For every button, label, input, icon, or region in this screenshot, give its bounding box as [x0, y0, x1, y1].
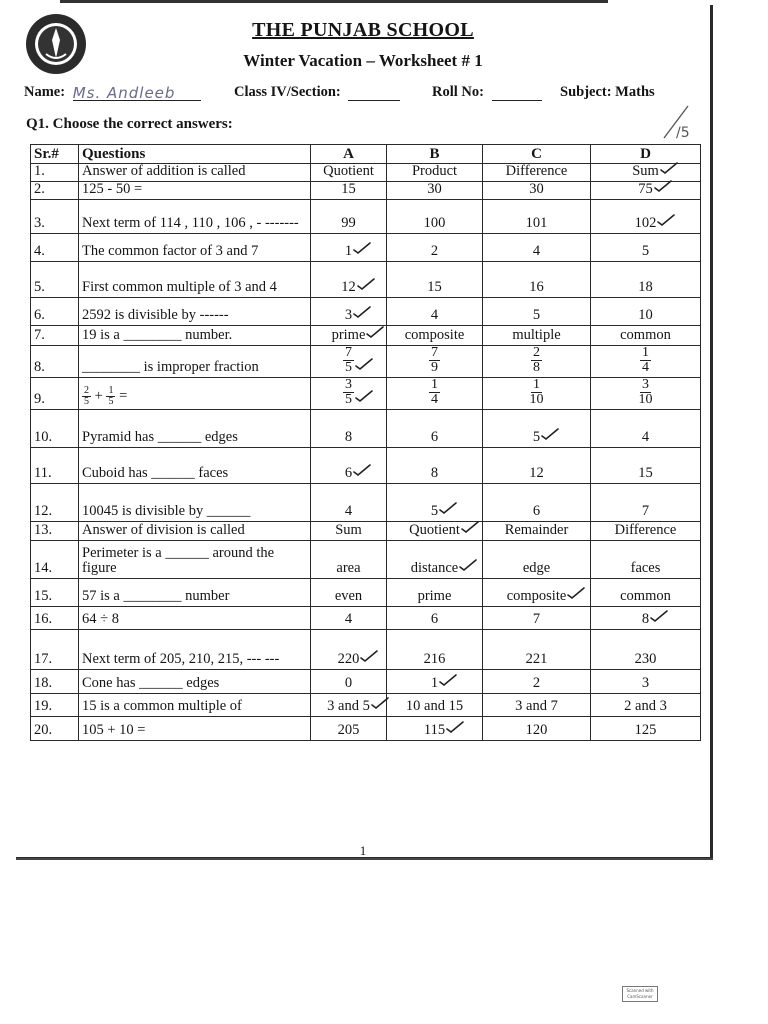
check-mark-icon	[352, 463, 372, 477]
option-d-text: 3	[641, 675, 650, 691]
option-d	[591, 607, 701, 630]
option-b	[387, 378, 483, 410]
option-a	[311, 346, 387, 378]
option-d-text: 2 and 3	[624, 698, 667, 714]
roll-field	[432, 84, 542, 101]
option-d	[591, 378, 701, 410]
option-d	[591, 164, 701, 182]
option-c	[483, 346, 591, 378]
row-number: 8.	[31, 346, 79, 378]
option-c-text: 3 and 7	[515, 698, 558, 714]
question-text: Next term of 205, 210, 215, --- ---	[79, 630, 311, 670]
option-d-text: 15	[638, 465, 653, 481]
option-a-text: 3 and 5	[327, 699, 370, 714]
row-number: 15.	[31, 579, 79, 607]
option-c	[483, 164, 591, 182]
row-number: 6.	[31, 298, 79, 326]
table-row	[31, 200, 701, 234]
option-b	[387, 579, 483, 607]
option-b	[387, 484, 483, 522]
option-a-text: $\frac{3}{5}$	[343, 378, 354, 407]
option-b	[387, 298, 483, 326]
option-d-text: 18	[638, 279, 653, 295]
option-a	[311, 484, 387, 522]
option-c-text: 30	[529, 181, 544, 197]
question-text: First common multiple of 3 and 4	[79, 262, 311, 298]
option-b-text: 6	[430, 611, 439, 627]
option-b	[387, 234, 483, 262]
roll-label: Roll No:	[432, 84, 484, 100]
option-d-text: 75	[638, 182, 653, 197]
table-row	[31, 234, 701, 262]
question-text: Cone has ______ edges	[79, 670, 311, 694]
col-header-a: A	[311, 145, 387, 164]
option-b-text: 10 and 15	[405, 698, 464, 714]
option-b	[387, 541, 483, 579]
check-mark-icon	[460, 520, 480, 534]
row-number: 13.	[31, 522, 79, 541]
svg-text:/5: /5	[676, 125, 690, 141]
option-b-text: 15	[427, 279, 442, 295]
question-text: 57 is a ________ number	[79, 579, 311, 607]
table-body	[31, 164, 701, 741]
check-mark-icon	[656, 213, 676, 227]
check-mark-icon	[566, 586, 586, 600]
option-a	[311, 298, 387, 326]
option-d-text: Difference	[614, 522, 677, 538]
option-c-text: Remainder	[504, 522, 569, 538]
score-mark	[658, 104, 698, 142]
option-a-text: 205	[337, 722, 360, 738]
option-a	[311, 630, 387, 670]
option-a	[311, 200, 387, 234]
option-a	[311, 262, 387, 298]
option-b	[387, 522, 483, 541]
option-d	[591, 234, 701, 262]
row-number: 14.	[31, 541, 79, 579]
answers-table	[30, 144, 701, 741]
option-b	[387, 717, 483, 741]
option-c	[483, 541, 591, 579]
option-b-text: composite	[404, 327, 465, 343]
option-b	[387, 607, 483, 630]
option-d-text: 125	[634, 722, 657, 738]
col-header-questions: Questions	[79, 145, 311, 164]
question-text: 19 is a ________ number.	[79, 326, 311, 346]
option-a-text: 0	[344, 675, 353, 691]
option-a	[311, 326, 387, 346]
option-c	[483, 694, 591, 717]
option-b	[387, 630, 483, 670]
scan-top-edge	[60, 0, 608, 3]
option-b	[387, 670, 483, 694]
table-row	[31, 378, 701, 410]
worksheet-title: Winter Vacation – Worksheet # 1	[243, 51, 483, 70]
option-b-text: Product	[411, 163, 458, 179]
option-b	[387, 694, 483, 717]
subject-label: Subject: Maths	[560, 84, 655, 100]
page-number: 1	[359, 843, 367, 858]
option-c	[483, 326, 591, 346]
check-mark-icon	[458, 558, 478, 572]
option-c-text: 12	[529, 465, 544, 481]
option-d-text: $\frac{3}{10}$	[638, 377, 653, 407]
row-number: 17.	[31, 630, 79, 670]
option-c-text: 120	[525, 722, 548, 738]
option-b	[387, 164, 483, 182]
option-c	[483, 234, 591, 262]
option-a	[311, 410, 387, 448]
option-b-text: 6	[430, 429, 439, 445]
option-c-text: 5	[532, 307, 541, 323]
question-text: $\frac{2}{5}$ + $\frac{1}{5}$ =	[79, 378, 311, 410]
option-d-text: 8	[642, 612, 649, 627]
option-c	[483, 448, 591, 484]
option-d	[591, 630, 701, 670]
option-c-text: 4	[532, 243, 541, 259]
option-b-text: $\frac{1}{4}$	[431, 377, 438, 407]
question-text: The common factor of 3 and 7	[79, 234, 311, 262]
option-d	[591, 326, 701, 346]
option-c	[483, 579, 591, 607]
option-b-text: 30	[427, 181, 442, 197]
option-a	[311, 607, 387, 630]
option-b-text: 115	[424, 723, 445, 738]
option-c-text: $\frac{2}{8}$	[533, 345, 540, 375]
question-text: ________ is improper fraction	[79, 346, 311, 378]
check-mark-icon	[354, 389, 374, 403]
option-a-text: 15	[341, 181, 356, 197]
question-text: 2592 is divisible by ------	[79, 298, 311, 326]
option-c	[483, 522, 591, 541]
option-d	[591, 410, 701, 448]
table-row	[31, 484, 701, 522]
table-row	[31, 694, 701, 717]
check-mark-icon	[649, 609, 669, 623]
table-row	[31, 262, 701, 298]
check-mark-icon	[356, 277, 376, 291]
scanner-badge-text: Scanned with CamScanner	[622, 986, 658, 1002]
option-d-text: 4	[641, 429, 650, 445]
option-d	[591, 484, 701, 522]
option-a	[311, 541, 387, 579]
option-a-text: Quotient	[323, 163, 374, 179]
row-number: 16.	[31, 607, 79, 630]
option-d	[591, 346, 701, 378]
option-b-text: $\frac{7}{9}$	[431, 345, 438, 375]
option-a-text: 8	[344, 429, 353, 445]
option-b	[387, 326, 483, 346]
row-number: 1.	[31, 164, 79, 182]
option-a-text: Sum	[335, 522, 362, 538]
question-text: 15 is a common multiple of	[79, 694, 311, 717]
col-header-b: B	[387, 145, 483, 164]
question-text: 125 - 50 =	[79, 182, 311, 200]
check-mark-icon	[359, 649, 379, 663]
option-c-text: multiple	[512, 327, 561, 343]
option-c	[483, 410, 591, 448]
option-d	[591, 579, 701, 607]
option-c-text: edge	[522, 560, 551, 576]
option-c	[483, 182, 591, 200]
question-text: 64 ÷ 8	[79, 607, 311, 630]
option-a-text: 1	[345, 244, 352, 259]
option-d-text: 230	[634, 651, 657, 667]
option-d	[591, 448, 701, 484]
option-d-text: 7	[641, 503, 650, 519]
option-d-text: 102	[635, 216, 657, 231]
question-text: 10045 is divisible by ______	[79, 484, 311, 522]
section-blank	[348, 84, 400, 101]
option-d	[591, 670, 701, 694]
question-text: Answer of addition is called	[79, 164, 311, 182]
table-row	[31, 298, 701, 326]
row-number: 4.	[31, 234, 79, 262]
option-c-text: 101	[525, 215, 548, 231]
class-field	[234, 84, 400, 101]
option-a	[311, 522, 387, 541]
option-c	[483, 298, 591, 326]
check-mark-icon	[438, 501, 458, 515]
table-row	[31, 717, 701, 741]
option-a-text: 99	[341, 215, 356, 231]
option-d-text: Sum	[632, 164, 659, 179]
option-a	[311, 670, 387, 694]
class-label: Class IV/Section:	[234, 84, 341, 100]
table-row	[31, 522, 701, 541]
option-c	[483, 630, 591, 670]
row-number: 19.	[31, 694, 79, 717]
check-mark-icon	[659, 161, 679, 175]
question-text: Cuboid has ______ faces	[79, 448, 311, 484]
option-c-text: 5	[533, 430, 540, 445]
option-a	[311, 694, 387, 717]
option-d-text: 10	[638, 307, 653, 323]
table-row	[31, 410, 701, 448]
table-row	[31, 448, 701, 484]
option-b	[387, 410, 483, 448]
option-d-text: common	[620, 588, 671, 604]
option-b	[387, 346, 483, 378]
option-b-text: 8	[430, 465, 439, 481]
option-d	[591, 182, 701, 200]
check-mark-icon	[540, 427, 560, 441]
row-number: 2.	[31, 182, 79, 200]
option-b	[387, 182, 483, 200]
option-b	[387, 262, 483, 298]
option-b-text: 1	[431, 676, 438, 691]
check-mark-icon	[445, 720, 465, 734]
table-row	[31, 607, 701, 630]
worksheet-page	[16, 5, 713, 860]
option-d	[591, 541, 701, 579]
option-b-text: 216	[423, 651, 446, 667]
option-b-text: 100	[423, 215, 446, 231]
check-mark-icon	[653, 179, 673, 193]
option-b-text: distance	[411, 561, 459, 576]
table-header-row	[31, 145, 701, 164]
name-blank	[73, 84, 201, 101]
option-b-text: 4	[430, 307, 439, 323]
option-a-text: 220	[338, 652, 360, 667]
option-d-text: 5	[641, 243, 650, 259]
option-c-text: 6	[532, 503, 541, 519]
question-text: Answer of division is called	[79, 522, 311, 541]
option-c-text: 221	[525, 651, 548, 667]
question-heading: Q1. Choose the correct answers:	[26, 116, 233, 132]
table-row	[31, 630, 701, 670]
option-a	[311, 579, 387, 607]
col-header-c: C	[483, 145, 591, 164]
table-row	[31, 670, 701, 694]
row-number: 3.	[31, 200, 79, 234]
row-number: 7.	[31, 326, 79, 346]
option-c	[483, 262, 591, 298]
option-d	[591, 298, 701, 326]
option-b	[387, 200, 483, 234]
question-text: Next term of 114 , 110 , 106 , - -------	[79, 200, 311, 234]
option-c-text: 16	[529, 279, 544, 295]
name-label: Name:	[24, 84, 66, 100]
option-a	[311, 234, 387, 262]
option-c	[483, 670, 591, 694]
scan-bottom-edge	[16, 858, 713, 860]
option-b-text: prime	[417, 588, 452, 604]
option-d	[591, 200, 701, 234]
col-header-sr: Sr.#	[31, 145, 79, 164]
check-mark-icon	[365, 325, 385, 339]
option-a-text: 4	[344, 503, 353, 519]
option-a-text: prime	[332, 328, 366, 343]
question-text: Perimeter is a ______ around the figure	[79, 541, 311, 579]
table-row	[31, 579, 701, 607]
option-c-text: composite	[507, 589, 567, 604]
check-mark-icon	[352, 241, 372, 255]
option-d	[591, 262, 701, 298]
row-number: 12.	[31, 484, 79, 522]
option-c-text: Difference	[505, 163, 568, 179]
row-number: 11.	[31, 448, 79, 484]
option-a-text: even	[334, 588, 363, 604]
option-a	[311, 164, 387, 182]
school-title: THE PUNJAB SCHOOL	[252, 19, 474, 41]
scanner-badge	[622, 986, 658, 1014]
option-b-text: Quotient	[409, 523, 460, 538]
option-d-text: common	[620, 327, 671, 343]
option-a	[311, 378, 387, 410]
option-a	[311, 182, 387, 200]
option-c	[483, 200, 591, 234]
name-value: Ms. Andleeb	[72, 84, 176, 102]
roll-blank	[492, 84, 542, 101]
option-a	[311, 717, 387, 741]
table-row	[31, 164, 701, 182]
check-mark-icon	[352, 305, 372, 319]
option-a-text: 3	[345, 308, 352, 323]
option-d-text: faces	[630, 560, 661, 576]
option-a-text: 4	[344, 611, 353, 627]
option-c-text: 2	[532, 675, 541, 691]
option-b-text: 5	[431, 504, 438, 519]
option-d	[591, 694, 701, 717]
name-field	[24, 84, 201, 101]
option-a-text: $\frac{7}{5}$	[343, 346, 354, 375]
row-number: 18.	[31, 670, 79, 694]
option-a-text: 12	[341, 280, 356, 295]
option-b-text: 2	[430, 243, 439, 259]
table-row	[31, 182, 701, 200]
option-c-text: 7	[532, 611, 541, 627]
option-d	[591, 717, 701, 741]
option-c-text: $\frac{1}{10}$	[529, 377, 544, 407]
row-number: 9.	[31, 378, 79, 410]
option-c	[483, 484, 591, 522]
row-number: 5.	[31, 262, 79, 298]
table-row	[31, 326, 701, 346]
option-d-text: $\frac{1}{4}$	[642, 345, 649, 375]
option-c	[483, 717, 591, 741]
option-a-text: area	[336, 560, 361, 576]
option-b	[387, 448, 483, 484]
col-header-d: D	[591, 145, 701, 164]
option-a	[311, 448, 387, 484]
option-c	[483, 378, 591, 410]
check-mark-icon	[354, 357, 374, 371]
check-mark-icon	[438, 673, 458, 687]
table-row	[31, 346, 701, 378]
option-c	[483, 607, 591, 630]
row-number: 20.	[31, 717, 79, 741]
row-number: 10.	[31, 410, 79, 448]
option-d	[591, 522, 701, 541]
question-text: Pyramid has ______ edges	[79, 410, 311, 448]
question-text: 105 + 10 =	[79, 717, 311, 741]
table-row	[31, 541, 701, 579]
option-a-text: 6	[345, 466, 352, 481]
